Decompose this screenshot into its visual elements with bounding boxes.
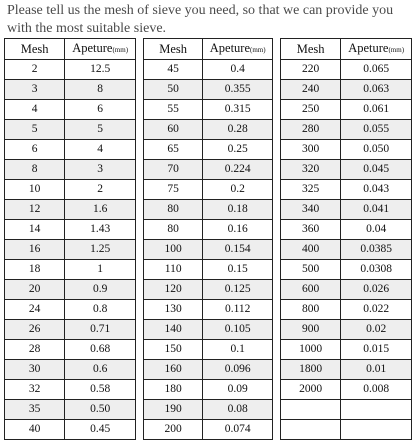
aperture-cell: 0.050 [341, 140, 412, 160]
mesh-cell: 800 [281, 300, 341, 320]
mesh-cell: 4 [5, 100, 65, 120]
mesh-cell: 1000 [281, 340, 341, 360]
aperture-cell: 5 [65, 120, 136, 140]
aperture-header [65, 39, 136, 60]
mesh-cell: 2 [5, 60, 65, 80]
mesh-cell: 5 [5, 120, 65, 140]
mesh-cell: 20 [5, 280, 65, 300]
table-row [281, 340, 412, 360]
mesh-cell: 8 [5, 160, 65, 180]
table-row [5, 340, 136, 360]
table-row [144, 100, 273, 120]
table-row [144, 420, 273, 440]
mesh-cell: 35 [5, 400, 65, 420]
aperture-cell: 1.43 [65, 220, 136, 240]
aperture-cell: 0.105 [203, 320, 273, 340]
aperture-cell: 0.074 [203, 420, 273, 440]
aperture-header-label: Apeture [348, 40, 389, 55]
mesh-cell: 280 [281, 120, 341, 140]
table-row [281, 220, 412, 240]
table-row [144, 140, 273, 160]
aperture-cell: 0.154 [203, 240, 273, 260]
table-row [281, 260, 412, 280]
aperture-cell: 0.355 [203, 80, 273, 100]
aperture-header-unit: (mm) [250, 45, 266, 54]
aperture-cell: 0.68 [65, 340, 136, 360]
aperture-cell: 0.224 [203, 160, 273, 180]
table-row [5, 360, 136, 380]
mesh-cell: 340 [281, 200, 341, 220]
aperture-header-unit: (mm) [388, 45, 405, 54]
table-row [281, 80, 412, 100]
aperture-header-label: Apeture [209, 40, 251, 55]
mesh-header: Mesh [5, 39, 65, 60]
mesh-cell: 220 [281, 60, 341, 80]
aperture-cell: 0.08 [203, 400, 273, 420]
aperture-cell: 0.1 [203, 340, 273, 360]
aperture-cell: 0.315 [203, 100, 273, 120]
mesh-cell [281, 420, 341, 440]
aperture-cell: 0.0308 [341, 260, 412, 280]
table-row [5, 140, 136, 160]
mesh-cell: 30 [5, 360, 65, 380]
table-row [144, 300, 273, 320]
aperture-cell: 0.71 [65, 320, 136, 340]
table-row [144, 380, 273, 400]
table-row [5, 260, 136, 280]
aperture-cell: 0.096 [203, 360, 273, 380]
table-row [5, 280, 136, 300]
mesh-table-2 [143, 38, 273, 440]
mesh-cell: 325 [281, 180, 341, 200]
aperture-cell: 1 [65, 260, 136, 280]
mesh-cell: 300 [281, 140, 341, 160]
aperture-cell: 0.041 [341, 200, 412, 220]
table-row [281, 120, 412, 140]
mesh-cell: 14 [5, 220, 65, 240]
aperture-cell [341, 420, 412, 440]
table-row [144, 400, 273, 420]
aperture-cell: 0.112 [203, 300, 273, 320]
mesh-cell: 26 [5, 320, 65, 340]
table-row [281, 380, 412, 400]
intro-line-1: Please tell us the mesh of sieve you need, so that we can provide you [7, 3, 394, 18]
mesh-cell: 32 [5, 380, 65, 400]
aperture-cell: 0.015 [341, 340, 412, 360]
table-row [144, 200, 273, 220]
intro-text [7, 2, 413, 38]
aperture-cell: 0.022 [341, 300, 412, 320]
mesh-cell: 100 [144, 240, 203, 260]
aperture-header [203, 39, 273, 60]
table-row [144, 80, 273, 100]
table-row [281, 180, 412, 200]
aperture-header-unit: (mm) [112, 45, 129, 54]
aperture-cell: 0.9 [65, 280, 136, 300]
table-row [5, 120, 136, 140]
mesh-cell: 80 [144, 200, 203, 220]
table-row [5, 220, 136, 240]
aperture-cell: 1.25 [65, 240, 136, 260]
table-row [144, 180, 273, 200]
table-row [281, 140, 412, 160]
aperture-cell: 0.01 [341, 360, 412, 380]
table-row [281, 200, 412, 220]
aperture-cell: 4 [65, 140, 136, 160]
mesh-cell: 55 [144, 100, 203, 120]
aperture-cell: 0.045 [341, 160, 412, 180]
aperture-cell: 0.8 [65, 300, 136, 320]
aperture-cell: 0.45 [65, 420, 136, 440]
mesh-cell: 250 [281, 100, 341, 120]
mesh-table-1 [4, 38, 136, 440]
intro-line-2: with the most suitable sieve. [7, 21, 167, 36]
aperture-cell: 2 [65, 180, 136, 200]
aperture-cell: 0.125 [203, 280, 273, 300]
aperture-cell: 0.065 [341, 60, 412, 80]
table-row [281, 320, 412, 340]
table-row [5, 400, 136, 420]
mesh-table-3 [280, 38, 412, 440]
mesh-cell: 120 [144, 280, 203, 300]
table-row [281, 420, 412, 440]
aperture-cell: 0.026 [341, 280, 412, 300]
table-row [5, 100, 136, 120]
table-row [5, 320, 136, 340]
table-row [5, 380, 136, 400]
aperture-cell: 0.0385 [341, 240, 412, 260]
table-row [281, 60, 412, 80]
table-row [144, 160, 273, 180]
aperture-cell: 3 [65, 160, 136, 180]
table-row [144, 120, 273, 140]
table-row [281, 300, 412, 320]
table-row [281, 400, 412, 420]
aperture-cell: 0.28 [203, 120, 273, 140]
aperture-cell: 0.04 [341, 220, 412, 240]
aperture-cell: 0.055 [341, 120, 412, 140]
mesh-cell: 10 [5, 180, 65, 200]
aperture-cell: 0.043 [341, 180, 412, 200]
mesh-cell: 65 [144, 140, 203, 160]
table-row [144, 360, 273, 380]
aperture-cell: 0.50 [65, 400, 136, 420]
mesh-cell: 400 [281, 240, 341, 260]
aperture-cell: 0.008 [341, 380, 412, 400]
mesh-cell: 24 [5, 300, 65, 320]
table-row [144, 340, 273, 360]
mesh-cell: 60 [144, 120, 203, 140]
mesh-cell: 2000 [281, 380, 341, 400]
aperture-cell: 0.061 [341, 100, 412, 120]
table-row [144, 240, 273, 260]
mesh-cell: 900 [281, 320, 341, 340]
aperture-cell [341, 400, 412, 420]
aperture-cell: 0.02 [341, 320, 412, 340]
mesh-cell: 50 [144, 80, 203, 100]
table-row [144, 260, 273, 280]
mesh-cell: 28 [5, 340, 65, 360]
mesh-cell: 500 [281, 260, 341, 280]
mesh-cell: 45 [144, 60, 203, 80]
aperture-cell: 0.15 [203, 260, 273, 280]
mesh-cell: 16 [5, 240, 65, 260]
table-row [5, 80, 136, 100]
table-row [5, 240, 136, 260]
table-row [5, 200, 136, 220]
table-row [281, 240, 412, 260]
aperture-cell: 0.6 [65, 360, 136, 380]
mesh-cell: 320 [281, 160, 341, 180]
mesh-cell: 40 [5, 420, 65, 440]
mesh-cell: 1800 [281, 360, 341, 380]
aperture-header [341, 39, 412, 60]
table-row [281, 160, 412, 180]
mesh-cell: 12 [5, 200, 65, 220]
aperture-cell: 12.5 [65, 60, 136, 80]
mesh-tables [0, 38, 416, 435]
mesh-cell: 75 [144, 180, 203, 200]
table-row [5, 60, 136, 80]
mesh-cell: 360 [281, 220, 341, 240]
table-row [5, 420, 136, 440]
mesh-cell: 80 [144, 220, 203, 240]
mesh-cell: 140 [144, 320, 203, 340]
table-row [144, 220, 273, 240]
mesh-cell: 200 [144, 420, 203, 440]
mesh-cell: 150 [144, 340, 203, 360]
mesh-cell [281, 400, 341, 420]
mesh-cell: 3 [5, 80, 65, 100]
aperture-cell: 0.063 [341, 80, 412, 100]
table-row [144, 320, 273, 340]
mesh-cell: 130 [144, 300, 203, 320]
aperture-cell: 0.16 [203, 220, 273, 240]
mesh-header: Mesh [281, 39, 341, 60]
aperture-cell: 0.09 [203, 380, 273, 400]
aperture-cell: 0.25 [203, 140, 273, 160]
mesh-cell: 160 [144, 360, 203, 380]
table-row [144, 60, 273, 80]
aperture-cell: 1.6 [65, 200, 136, 220]
mesh-cell: 600 [281, 280, 341, 300]
aperture-header-label: Apeture [72, 40, 113, 55]
mesh-cell: 18 [5, 260, 65, 280]
aperture-cell: 0.2 [203, 180, 273, 200]
mesh-header: Mesh [144, 39, 203, 60]
table-row [5, 160, 136, 180]
table-row [281, 280, 412, 300]
aperture-cell: 0.18 [203, 200, 273, 220]
table-row [144, 280, 273, 300]
aperture-cell: 0.4 [203, 60, 273, 80]
mesh-cell: 6 [5, 140, 65, 160]
table-row [5, 300, 136, 320]
aperture-cell: 0.58 [65, 380, 136, 400]
table-row [281, 100, 412, 120]
table-row [281, 360, 412, 380]
mesh-cell: 180 [144, 380, 203, 400]
mesh-cell: 70 [144, 160, 203, 180]
table-row [5, 180, 136, 200]
mesh-cell: 110 [144, 260, 203, 280]
mesh-cell: 190 [144, 400, 203, 420]
mesh-cell: 240 [281, 80, 341, 100]
aperture-cell: 6 [65, 100, 136, 120]
aperture-cell: 8 [65, 80, 136, 100]
